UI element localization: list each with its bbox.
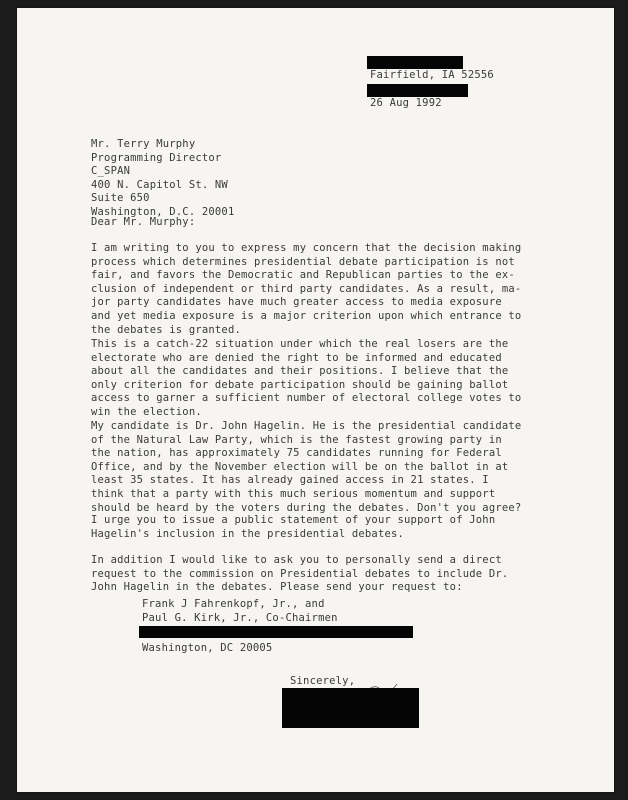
redacted-sender-address <box>367 84 468 97</box>
body-line: clusion of independent or third party candidates. As a result, ma- <box>91 282 522 295</box>
body-line: fair, and favors the Democratic and Republican parties to the ex- <box>91 269 515 282</box>
letter-date: 26 Aug 1992 <box>370 97 442 109</box>
body-line: This is a catch-22 situation under which the real losers are the <box>91 338 509 350</box>
redacted-sender-name <box>367 56 463 69</box>
body-line: and yet media exposure is a major criterion upon which entrance to <box>91 309 522 322</box>
recipient-line: 400 N. Capitol St. NW <box>91 178 228 191</box>
body-line: only criterion for debate participation should be gaining ballot <box>91 378 509 391</box>
body-line: the nation, has approximately 75 candidates running for Federal <box>91 447 502 460</box>
body-line: about all the candidates and their positions. I believe that the <box>91 365 509 378</box>
body-line: least 35 states. It has already gained access in 21 states. I <box>91 474 489 487</box>
body-line: should be heard by the voters during the debates. Don't you agree? <box>91 501 522 514</box>
body-line: the debates is granted. <box>91 323 241 336</box>
body-line: jor party candidates have much greater access to media exposure <box>91 296 502 309</box>
recipient-line: Programming Director <box>91 151 222 164</box>
closing: Sincerely, <box>290 675 356 687</box>
sender-city-line: Fairfield, IA 52556 <box>370 69 494 81</box>
recipient-line: Mr. Terry Murphy <box>91 138 196 150</box>
address-line: Frank J Fahrenkopf, Jr., and <box>142 598 325 610</box>
body-line: win the election. <box>91 405 202 418</box>
body-line: electorate who are denied the right to be informed and educated <box>91 351 502 364</box>
commission-city-line: Washington, DC 20005 <box>142 642 273 654</box>
body-line: request to the commission on Presidential debates to include Dr. <box>91 567 509 580</box>
salutation: Dear Mr. Murphy: <box>91 216 196 228</box>
redacted-commission-street <box>139 626 413 638</box>
body-line: John Hagelin in the debates. Please send your request to: <box>91 581 463 594</box>
body-line: My candidate is Dr. John Hagelin. He is the presidential candidate <box>91 420 522 432</box>
body-line: access to garner a sufficient number of electoral college votes to <box>91 392 522 405</box>
body-paragraph-3 <box>91 420 521 515</box>
body-line: In addition I would like to ask you to personally send a direct <box>91 554 502 566</box>
recipient-address <box>91 138 234 220</box>
body-line: Hagelin's inclusion in the presidential debates. <box>91 527 405 540</box>
body-paragraph-2 <box>91 338 521 420</box>
body-line: I urge you to issue a public statement of your support of John <box>91 514 496 526</box>
letter-page <box>17 8 614 792</box>
body-paragraph-1 <box>91 242 521 337</box>
recipient-line: Suite 650 <box>91 192 150 205</box>
recipient-line: C_SPAN <box>91 165 131 178</box>
body-paragraph-4 <box>91 514 495 541</box>
recipient-line: Washington, D.C. 20001 <box>91 205 235 218</box>
body-paragraph-5 <box>91 554 508 595</box>
redacted-signature <box>282 688 419 728</box>
body-line: of the Natural Law Party, which is the fastest growing party in <box>91 433 502 446</box>
body-line: Office, and by the November election will be on the ballot in at <box>91 460 509 473</box>
address-line: Paul G. Kirk, Jr., Co-Chairmen <box>142 611 338 624</box>
body-line: I am writing to you to express my concern that the decision making <box>91 242 522 254</box>
body-line: process which determines presidential debate participation is not <box>91 255 515 268</box>
body-line: think that a party with this much serious momentum and support <box>91 487 496 500</box>
